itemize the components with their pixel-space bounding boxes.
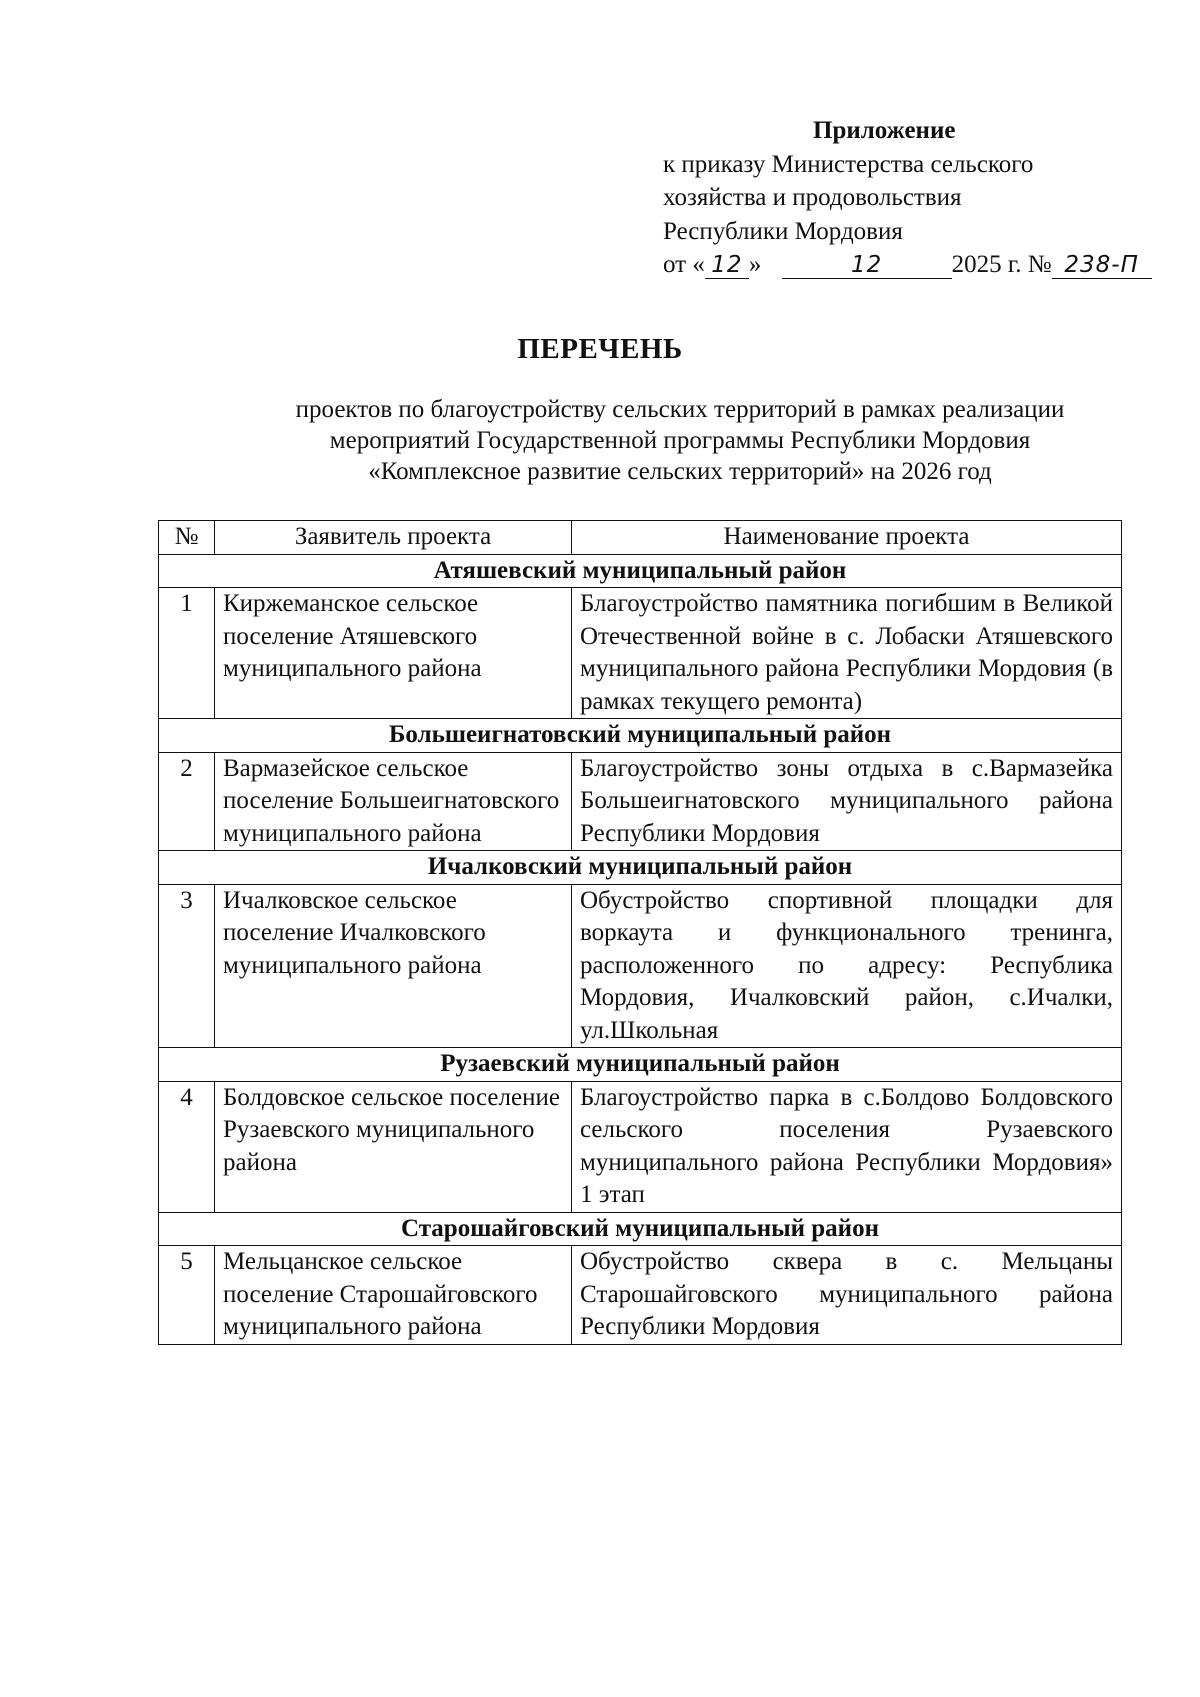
row-number: 4 <box>159 1081 215 1212</box>
header-applicant: Заявитель проекта <box>215 521 572 555</box>
appendix-title: Приложение <box>813 117 956 144</box>
district-row <box>159 719 1122 753</box>
subtitle-line-1: проектов по благоустройству сельских территорий в рамках реализации <box>295 396 1065 423</box>
appendix-block <box>663 114 1163 282</box>
row-applicant: Болдовское сельское поселение Рузаевского муниципального района <box>215 1081 572 1212</box>
row-number: 3 <box>159 884 215 1048</box>
appendix-line-3: Республики Мордовия <box>663 217 903 245</box>
row-project: Благоустройство памятника погибшим в Великой Отечественной войне в с. Лобаски Атяшевского муниципального района Республики Мордовия (в рамках текущего ремонта) <box>572 588 1122 719</box>
row-project: Благоустройство парка в с.Болдово Болдовского сельского поселения Рузаевского муниципального района Республики Мордовия» 1 этап <box>572 1081 1122 1212</box>
row-project: Благоустройство зоны отдыха в с.Вармазейка Большеигнатовского муниципального района Республики Мордовия <box>572 752 1122 851</box>
appendix-line-1: к приказу Министерства сельского <box>663 150 1034 178</box>
appendix-date-line <box>663 248 1163 282</box>
order-number: 238-П <box>1052 252 1152 279</box>
header-number: № <box>159 521 215 555</box>
table-header-row <box>159 521 1122 555</box>
date-month: 12 <box>782 252 952 279</box>
row-number: 1 <box>159 588 215 719</box>
projects-table <box>158 520 1122 1345</box>
district-name: Старошайговский муниципальный район <box>159 1212 1122 1246</box>
document-heading: ПЕРЕЧЕНЬ <box>517 333 683 365</box>
date-mid: » <box>748 251 762 278</box>
district-name: Ичалковский муниципальный район <box>159 851 1122 885</box>
row-applicant: Мельцанское сельское поселение Старошайговского муниципального района <box>215 1246 572 1345</box>
row-project: Обустройство спортивной площадки для воркаута и функционального тренинга, расположенного по адресу: Республика Мордовия, Ичалковский район, с.Ичалки, ул.Школьная <box>572 884 1122 1048</box>
row-applicant: Вармазейское сельское поселение Большеигнатовского муниципального района <box>215 752 572 851</box>
row-project: Обустройство сквера в с. Мельцаны Старошайговского муниципального района Республики Мордовия <box>572 1246 1122 1345</box>
subtitle-line-2: мероприятий Государственной программы Республики Мордовия <box>329 427 1031 454</box>
row-number: 5 <box>159 1246 215 1345</box>
district-name: Большеигнатовский муниципальный район <box>159 719 1122 753</box>
table-row <box>159 752 1122 851</box>
subtitle-line-3: «Комплексное развитие сельских территорий» на 2026 год <box>368 458 992 485</box>
table-row <box>159 1081 1122 1212</box>
appendix-line-2: хозяйства и продовольствия <box>663 184 962 211</box>
document-subtitle <box>230 394 1130 487</box>
table-row <box>159 1246 1122 1345</box>
table-row <box>159 884 1122 1048</box>
district-row <box>159 554 1122 588</box>
table-row <box>159 588 1122 719</box>
district-name: Рузаевский муниципальный район <box>159 1048 1122 1082</box>
row-applicant: Киржеманское сельское поселение Атяшевского муниципального района <box>215 588 572 719</box>
date-prefix: от « <box>663 251 705 278</box>
header-project: Наименование проекта <box>572 521 1122 555</box>
date-day: 12 <box>705 252 749 279</box>
row-applicant: Ичалковское сельское поселение Ичалковского муниципального района <box>215 884 572 1048</box>
district-name: Атяшевский муниципальный район <box>159 554 1122 588</box>
district-row <box>159 1212 1122 1246</box>
district-row <box>159 1048 1122 1082</box>
row-number: 2 <box>159 752 215 851</box>
district-row <box>159 851 1122 885</box>
date-year: 2025 г. № <box>951 251 1052 278</box>
